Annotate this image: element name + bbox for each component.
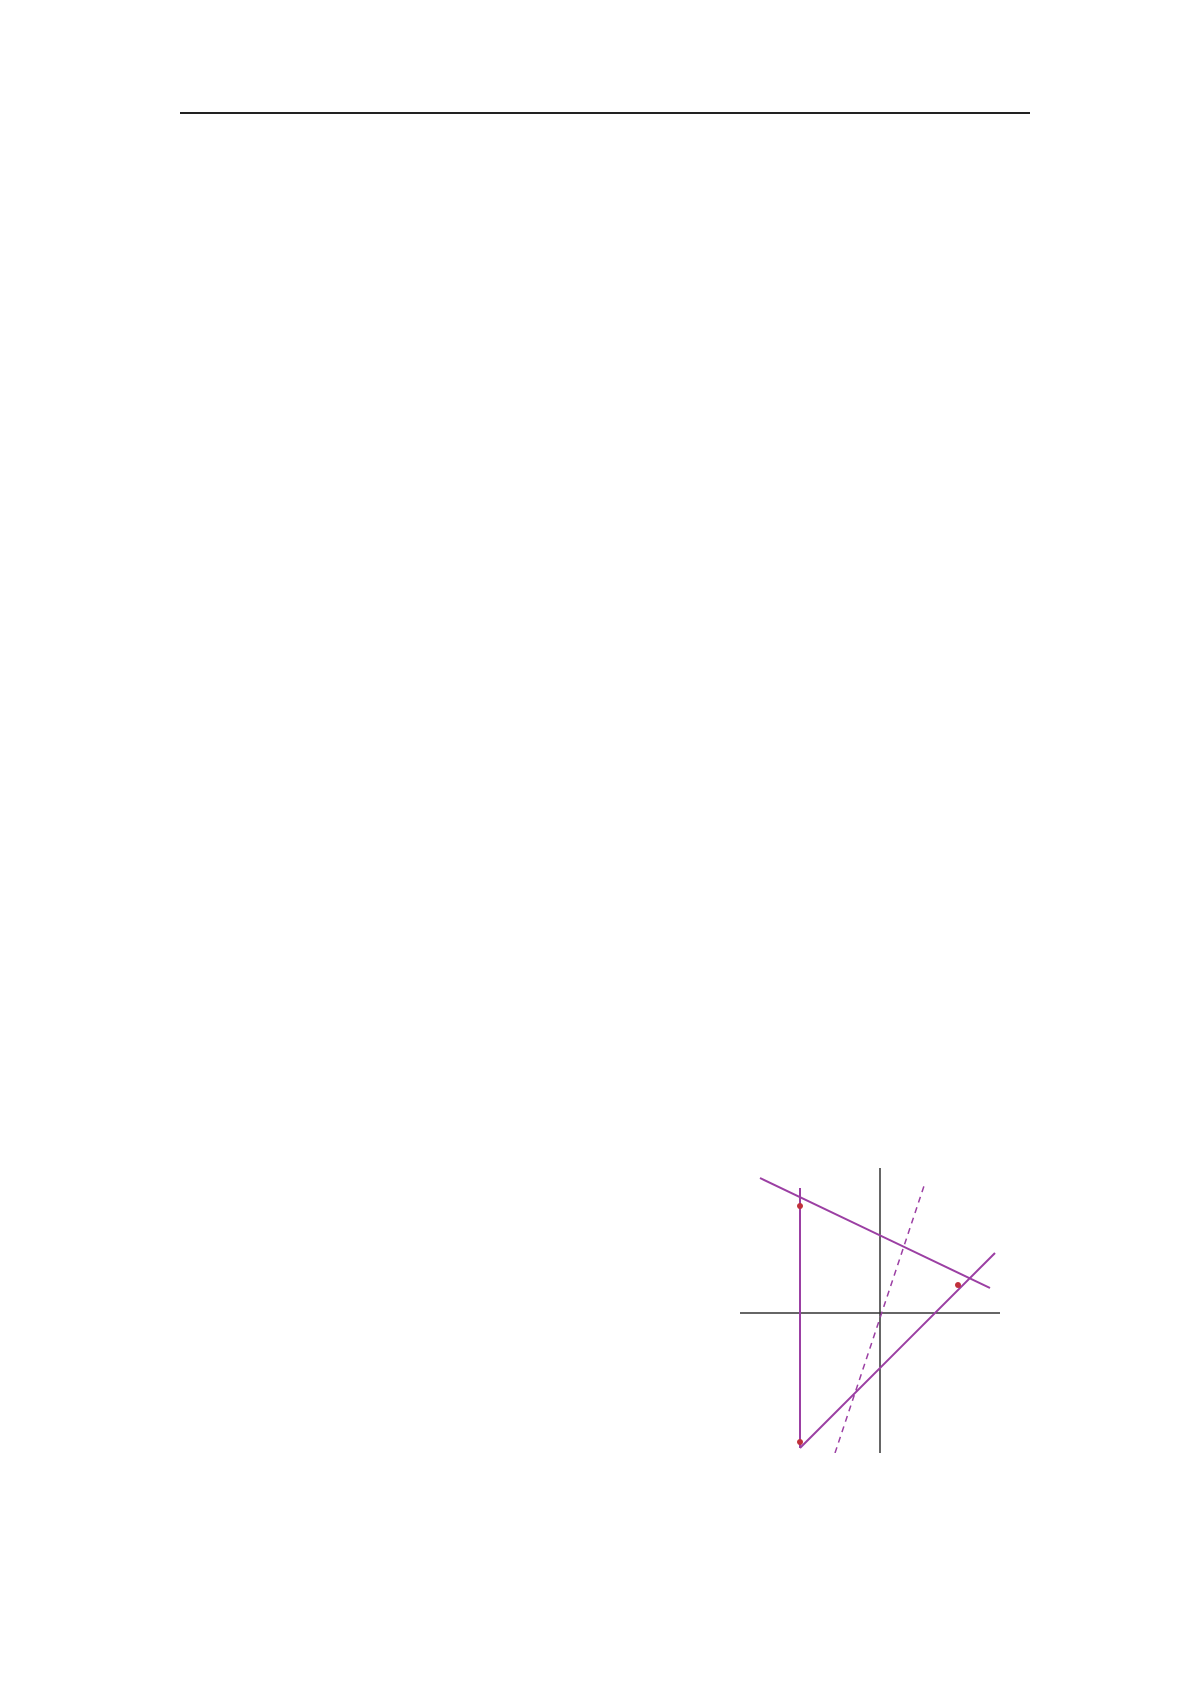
- vertex-point: [797, 1439, 803, 1445]
- boundary-line: [800, 1253, 995, 1448]
- header-divider: [180, 112, 1030, 114]
- vertex-point: [955, 1282, 961, 1288]
- vertex-point: [797, 1203, 803, 1209]
- boundary-line: [760, 1178, 990, 1288]
- feasible-region-graph: [740, 1168, 1000, 1453]
